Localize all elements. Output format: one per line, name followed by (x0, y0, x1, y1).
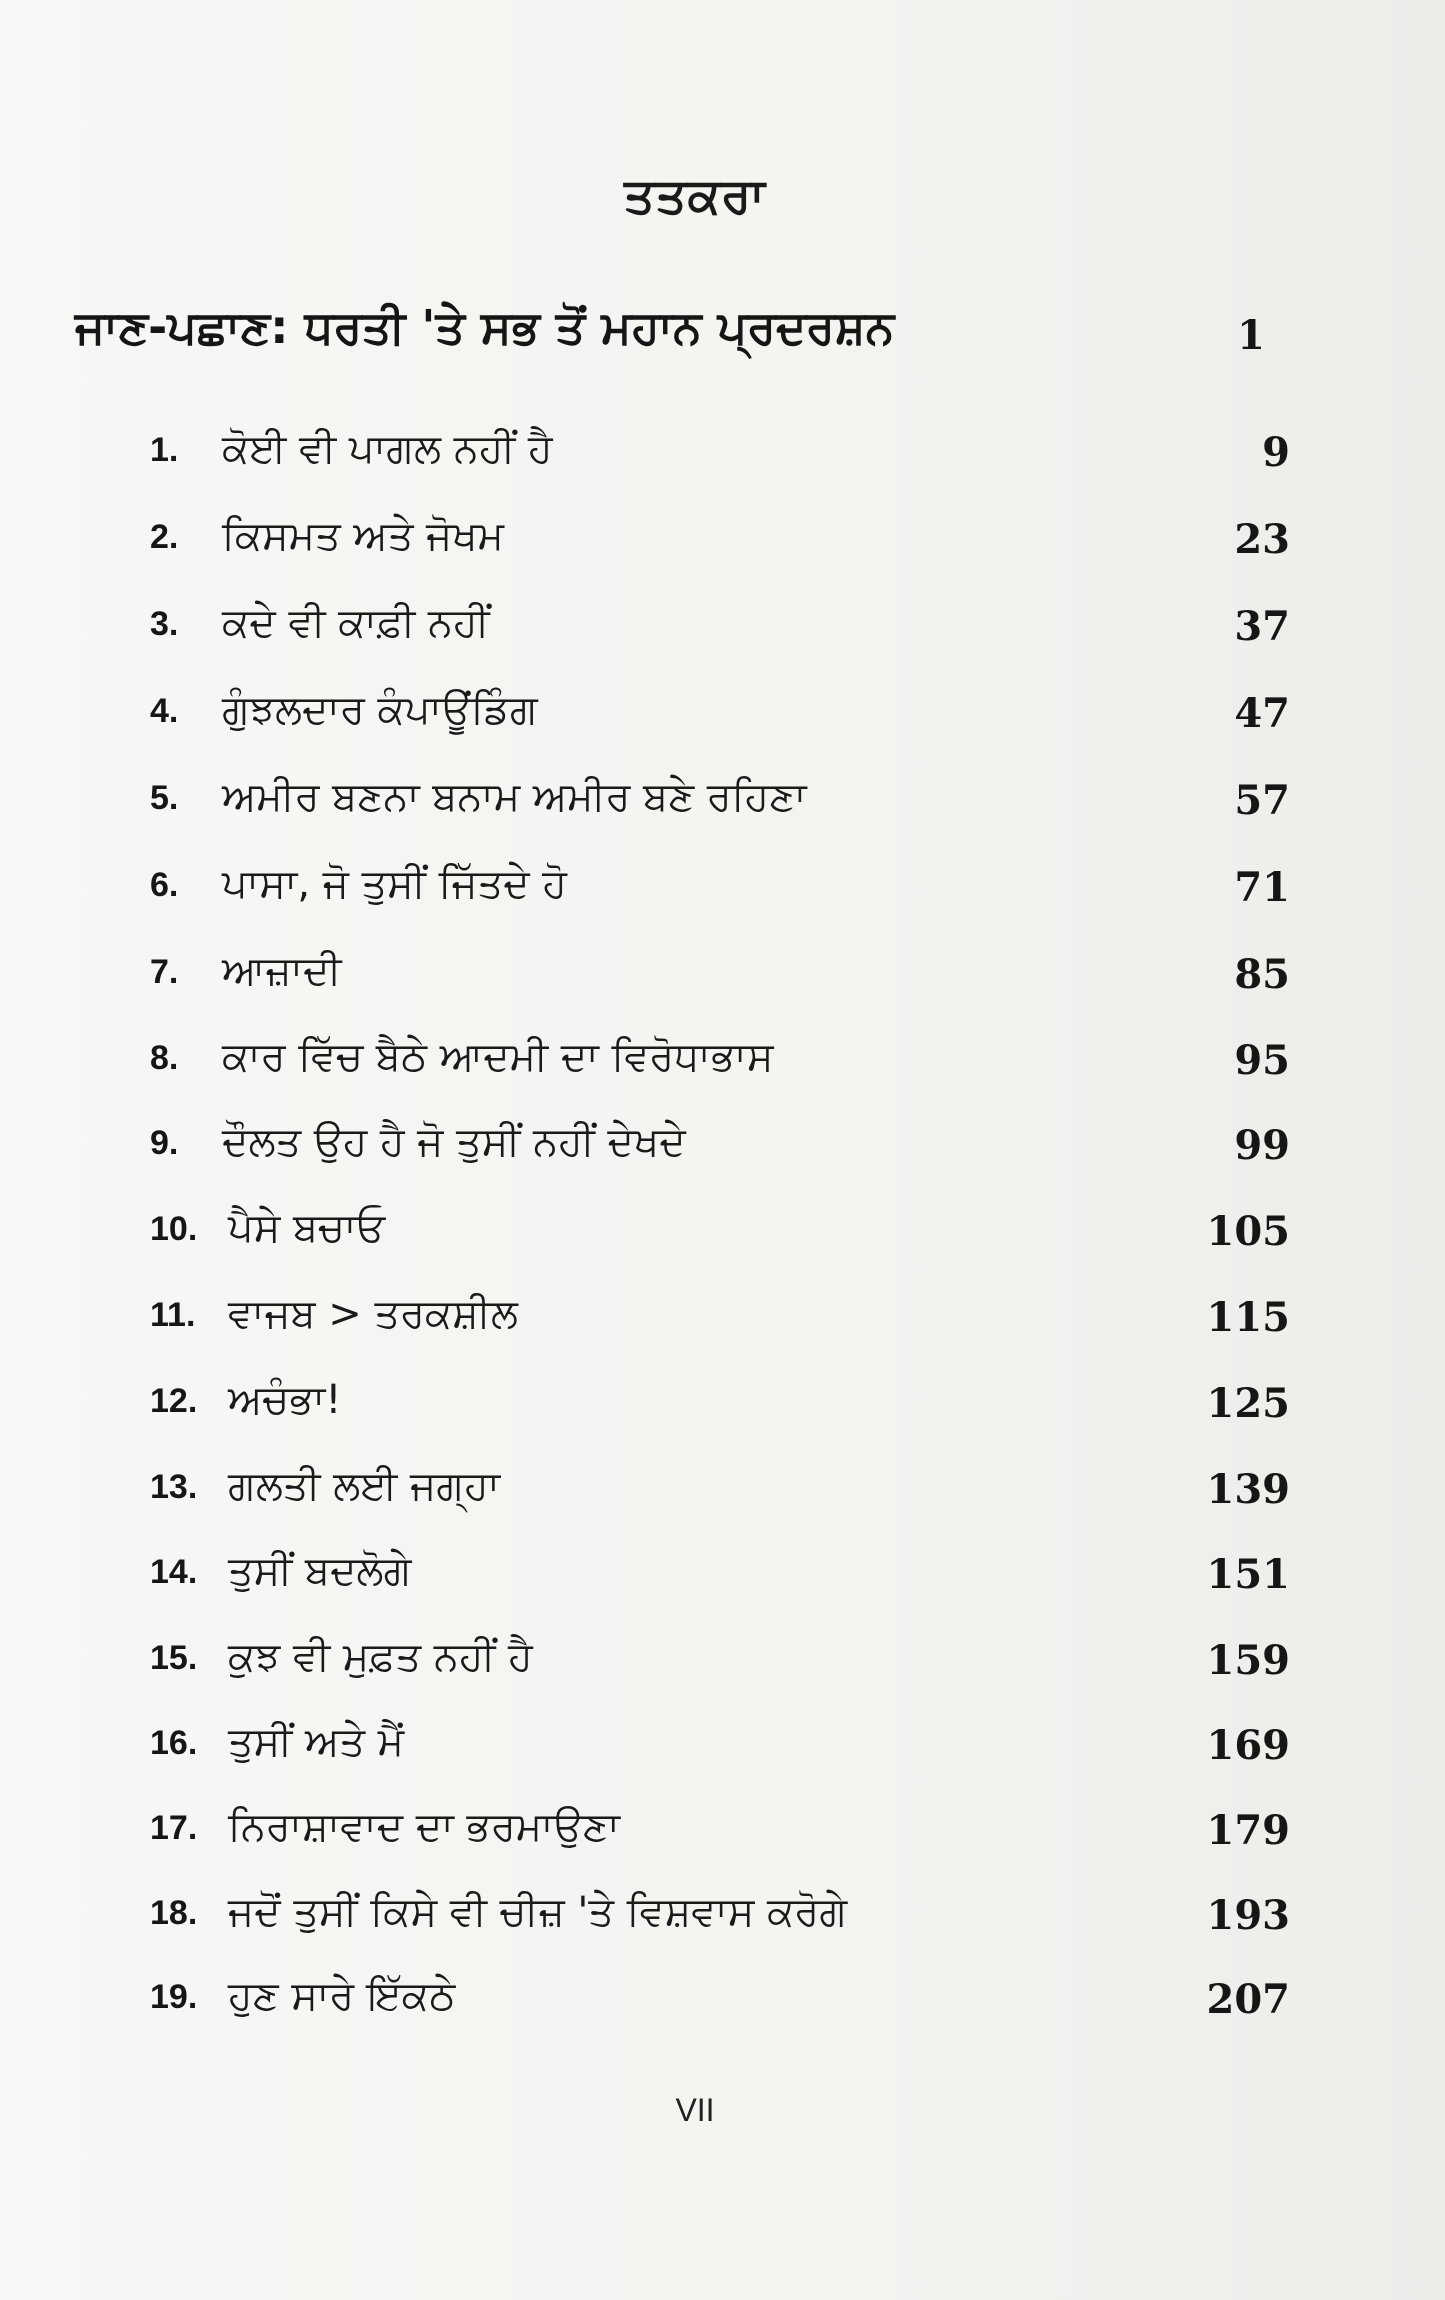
toc-entry-title: ਨਿਰਾਸ਼ਾਵਾਦ ਦਾ ਭਰਮਾਉਣਾ (228, 1804, 620, 1850)
toc-entry-page: 37 (1234, 603, 1290, 650)
toc-entry-page: 151 (1206, 1551, 1290, 1598)
toc-entry (150, 1105, 1290, 1175)
toc-entry-number: 16. (150, 1724, 198, 1762)
toc-entry (150, 673, 1290, 743)
toc-entry-number: 12. (150, 1382, 198, 1420)
toc-entry (150, 1020, 1290, 1090)
toc-entry-page: 47 (1234, 690, 1290, 737)
toc-entry (150, 1534, 1290, 1604)
toc-entry-title: ਵਾਜਬ > ਤਰਕਸ਼ੀਲ (228, 1291, 518, 1337)
toc-entry (150, 1959, 1290, 2029)
toc-entry-title: ਜਦੋਂ ਤੁਸੀਂ ਕਿਸੇ ਵੀ ਚੀਜ਼ 'ਤੇ ਵਿਸ਼ਵਾਸ ਕਰੋਗੇ (228, 1889, 848, 1935)
toc-entry-page: 115 (1206, 1294, 1290, 1341)
toc-entry (150, 1277, 1290, 1347)
toc-entry (150, 499, 1290, 569)
toc-entry-page: 207 (1206, 1976, 1290, 2023)
toc-entry-title: ਅਚੰਭਾ! (228, 1377, 342, 1423)
toc-entry-number: 9. (150, 1124, 179, 1162)
toc-entry-title: ਕੁਝ ਵੀ ਮੁਫ਼ਤ ਨਹੀਂ ਹੈ (228, 1634, 533, 1680)
toc-entry-number: 10. (150, 1210, 198, 1248)
toc-entry (150, 1620, 1290, 1690)
page-title: ਤਤਕਰਾ (624, 168, 766, 224)
toc-entry-title: ਕਿਸਮਤ ਅਤੇ ਜੋਖਮ (222, 513, 504, 559)
toc-entry (150, 1363, 1290, 1433)
toc-entry-number: 3. (150, 605, 179, 643)
toc-entry-number: 6. (150, 866, 179, 904)
toc-entry-number: 5. (150, 779, 179, 817)
toc-entry-number: 1. (150, 431, 179, 469)
toc-entry (150, 1790, 1290, 1860)
toc-entry-number: 18. (150, 1894, 198, 1932)
toc-entry (150, 1705, 1290, 1775)
toc-entry-title: ਦੌਲਤ ਉਹ ਹੈ ਜੋ ਤੁਸੀਂ ਨਹੀਂ ਦੇਖਦੇ (222, 1119, 686, 1165)
toc-entry-page: 23 (1234, 516, 1290, 563)
toc-entry (150, 1875, 1290, 1945)
toc-entry-title: ਕਾਰ ਵਿੱਚ ਬੈਠੇ ਆਦਮੀ ਦਾ ਵਿਰੋਧਾਭਾਸ (222, 1034, 774, 1080)
toc-entry-number: 7. (150, 953, 179, 991)
toc-entry-page: 57 (1234, 777, 1290, 824)
toc-entry-page: 9 (1262, 429, 1290, 476)
toc-entry (150, 1449, 1290, 1519)
toc-entry-page: 125 (1206, 1380, 1290, 1427)
toc-entry-title: ਹੁਣ ਸਾਰੇ ਇੱਕਠੇ (228, 1973, 456, 2019)
toc-entry-title: ਤੁਸੀਂ ਅਤੇ ਮੈਂ (228, 1719, 405, 1765)
toc-entry-page: 169 (1206, 1722, 1290, 1769)
toc-entry-title: ਕਦੇ ਵੀ ਕਾਫ਼ੀ ਨਹੀਂ (222, 600, 490, 646)
toc-entry (150, 1191, 1290, 1261)
toc-entry-number: 19. (150, 1978, 198, 2016)
toc-entry-number: 17. (150, 1809, 198, 1847)
toc-entry-page: 85 (1234, 951, 1290, 998)
intro-entry-page: 1 (1237, 312, 1265, 359)
toc-entry (150, 847, 1290, 917)
toc-entry-title: ਪਾਸਾ, ਜੋ ਤੁਸੀਂ ਜਿੱਤਦੇ ਹੋ (222, 861, 567, 907)
toc-entry (150, 412, 1290, 482)
toc-entry-number: 14. (150, 1553, 198, 1591)
toc-entry-page: 95 (1234, 1037, 1290, 1084)
toc-entry (150, 586, 1290, 656)
toc-entry-title: ਤੁਸੀਂ ਬਦਲੋਗੇ (228, 1548, 412, 1594)
intro-entry-label: ਜਾਣ-ਪਛਾਣ: ਧਰਤੀ 'ਤੇ ਸਭ ਤੋਂ ਮਹਾਨ ਪ੍ਰਦਰਸ਼ਨ (75, 300, 895, 354)
toc-entry-number: 8. (150, 1039, 179, 1077)
toc-entry-number: 11. (150, 1296, 196, 1334)
toc-entry-page: 139 (1206, 1466, 1290, 1513)
toc-entry-number: 2. (150, 518, 179, 556)
toc-entry (150, 934, 1290, 1004)
toc-entry-number: 13. (150, 1468, 198, 1506)
toc-entry-title: ਅਮੀਰ ਬਣਨਾ ਬਨਾਮ ਅਮੀਰ ਬਣੇ ਰਹਿਣਾ (222, 774, 807, 820)
page-number-footer: VII (675, 2092, 715, 2128)
toc-entry-page: 159 (1206, 1637, 1290, 1684)
toc-entry-page: 179 (1206, 1807, 1290, 1854)
toc-entry (150, 760, 1290, 830)
toc-entry-number: 15. (150, 1639, 198, 1677)
toc-entry-page: 71 (1234, 864, 1290, 911)
toc-entry-number: 4. (150, 692, 179, 730)
toc-entry-title: ਆਜ਼ਾਦੀ (222, 948, 342, 994)
toc-entry-page: 193 (1206, 1892, 1290, 1939)
toc-entry-title: ਪੈਸੇ ਬਚਾਓ (228, 1205, 386, 1251)
toc-entry-title: ਗਲਤੀ ਲਈ ਜਗ੍ਹਾ (228, 1463, 501, 1509)
toc-entry-title: ਗੁੰਝਲਦਾਰ ਕੰਪਾਊਂਡਿੰਗ (222, 687, 538, 733)
toc-entry-title: ਕੋਈ ਵੀ ਪਾਗਲ ਨਹੀਂ ਹੈ (222, 426, 553, 472)
toc-entry-page: 105 (1206, 1208, 1290, 1255)
toc-entry-page: 99 (1234, 1122, 1290, 1169)
